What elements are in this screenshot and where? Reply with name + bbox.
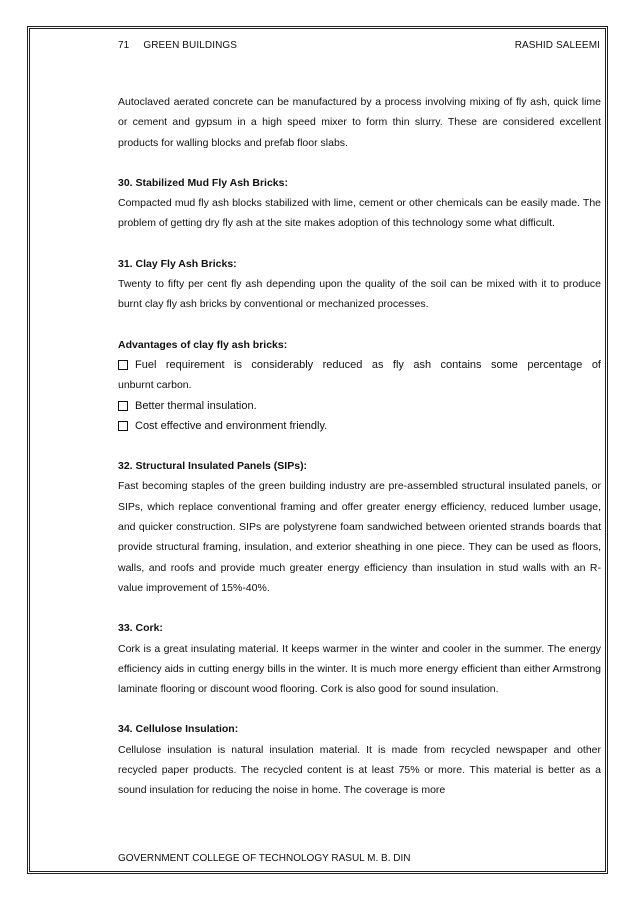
advantages-heading: Advantages of clay fly ash bricks: <box>118 338 288 351</box>
section-33-text: Cork is a great insulating material. It keeps warmer in the winter and cooler in the summer. The energy efficiency aids in cutting energy bills in the winter. It is much more energy efficient than either Armstrong laminate flooring or discount wood flooring. Cork is also good for sound insulation. <box>118 642 601 696</box>
section-31-heading: 31. Clay Fly Ash Bricks: <box>118 257 237 270</box>
advantage-item-3-text: Cost effective and environment friendly. <box>135 419 328 432</box>
intro-paragraph: Autoclaved aerated concrete can be manufactured by a process involving mixing of fly ash, quick lime or cement and gypsum in a high speed mixer to form thin slurry. These are considered excellent products for walling blocks and prefab floor slabs. <box>118 96 601 149</box>
section-34-heading: 34. Cellulose Insulation: <box>118 723 239 736</box>
advantage-item-1-continuation: unburnt carbon. <box>118 379 192 392</box>
checkbox-icon <box>118 360 128 370</box>
advantage-item-2 <box>118 396 601 416</box>
header-left <box>118 40 251 51</box>
page-number: 71 <box>118 40 130 51</box>
advantage-item-1-text: Fuel requirement is considerably reduced as fly ash contains some percentage of <box>135 358 601 371</box>
checkbox-icon <box>118 401 128 411</box>
section-32-heading: 32. Structural Insulated Panels (SIPs): <box>118 460 308 473</box>
section-30-heading: 30. Stabilized Mud Fly Ash Bricks: <box>118 176 288 189</box>
advantage-item-1 <box>118 355 601 375</box>
page-footer: GOVERNMENT COLLEGE OF TECHNOLOGY RASUL M. B. DIN <box>118 853 411 864</box>
section-33-heading: 33. Cork: <box>118 622 163 635</box>
section-34-text: Cellulose insulation is natural insulation material. It is made from recycled newspaper and other recycled paper products. The recycled content is at least 75% or more. This material is better as a sound insulation for reducing the noise in home. The coverage is more <box>118 743 601 797</box>
section-31-text: Twenty to fifty per cent fly ash depending upon the quality of the soil can be mixed with it to produce burnt clay fly ash bricks by conventional or mechanized processes. <box>118 278 601 311</box>
document-title: GREEN BUILDINGS <box>143 40 238 51</box>
section-32-text: Fast becoming staples of the green building industry are pre-assembled structural insulated panels, or SIPs, which replace conventional framing and offer greater energy efficiency, reduced lumber usage, and quicker construction. SIPs are polystyrene foam sandwiched between oriented strands boards that provide structural framing, insulation, and exterior sheathing in one piece. They can be used as floors, walls, and roofs and provide much greater energy efficiency than insulation in stud walls with an R-value improvement of 15%-40%. <box>118 480 601 594</box>
page-header <box>118 40 600 51</box>
checkbox-icon <box>118 421 128 431</box>
advantage-item-2-text: Better thermal insulation. <box>135 399 257 412</box>
section-30-text: Compacted mud fly ash blocks stabilized with lime, cement or other chemicals can be easily made. The problem of getting dry fly ash at the site makes adoption of this technology some what difficult. <box>118 197 601 230</box>
page-content <box>118 92 601 801</box>
advantage-item-3 <box>118 416 601 436</box>
author-name: RASHID SALEEMI <box>514 40 600 51</box>
